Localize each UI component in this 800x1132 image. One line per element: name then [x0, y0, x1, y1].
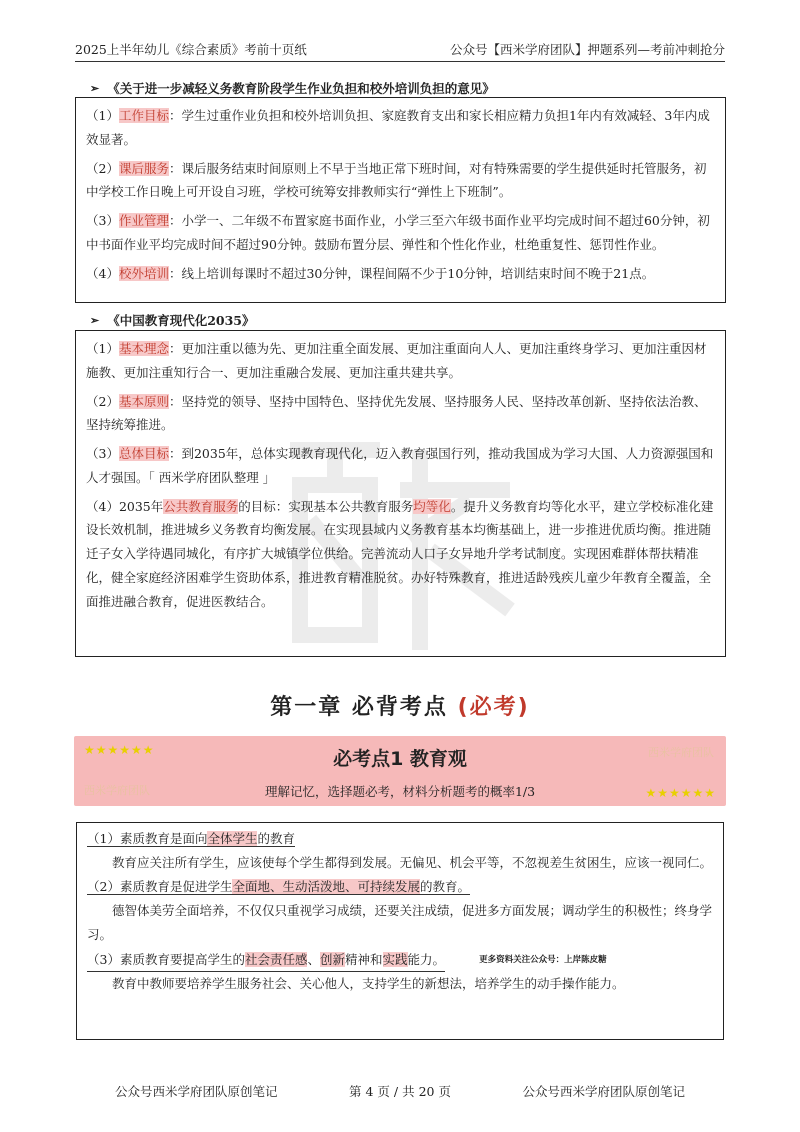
star-rating-icon: ★★★★★★	[645, 786, 716, 800]
arrow-bullet-icon: ➢	[90, 81, 100, 95]
point-body: 教育应关注所有学生，应该使每个学生都得到发展。无偏见、机会平等，不忽视差生贫困生，应该一视同仁。	[112, 854, 713, 870]
banner-watermark: 西米学府团队	[648, 746, 714, 759]
section-title-text: 《中国教育现代化2035》	[107, 313, 255, 328]
list-item: （4）2035年公共教育服务的目标：实现基本公共教育服务均等化。提升义务教育均等化水平，建立学校标准化建设长效机制，推进城乡义务教育均衡发展。在实现县域内义务教育基本均衡基础上，进一步推进优质均衡。推进随迁子女入学待遇同城化，有序扩大城镇学位供给。完善流动人口子女异地升学考试制度。实现困难群体帮扶精准化，健全家庭经济困难学生资助体系，推进教育精准脱贫。办好特殊教育，推进适龄残疾儿童少年教育全覆盖，全面推进融合教育，促进医教结合。	[86, 498, 714, 609]
list-item: （3）作业管理：小学一、二年级不布置家庭书面作业，小学三至六年级书面作业平均完成时间不超过60分钟，初中书面作业平均完成时间不超过90分钟。鼓励布置分层、弹性和个性化作业，杜绝重复性、惩罚性作业。	[86, 213, 710, 252]
header-right-title: 公众号【西米学府团队】押题系列—考前冲刺抢分	[449, 42, 725, 57]
keyword-highlight: 创新	[320, 951, 346, 967]
footer-right: 公众号西米学府团队原创笔记	[522, 1084, 685, 1099]
chapter-title: 第一章 必背考点 (必考)	[270, 695, 530, 720]
list-item: （1）基本理念：更加注重以德为先、更加注重全面发展、更加注重面向人人、更加注重终身学习、更加注重因材施教、更加注重知行合一、更加注重融合发展、更加注重共建共享。	[86, 341, 707, 380]
list-item: （4）校外培训：线上培训每课时不超过30分钟，课程间隔不少于10分钟，培训结束时间不晚于21点。	[86, 265, 655, 281]
footer-left: 公众号西米学府团队原创笔记	[115, 1084, 278, 1099]
point-title: （3）素质教育要提高学生的社会责任感、创新精神和实践能力。	[87, 948, 445, 973]
key-point-banner	[74, 736, 726, 806]
keyword-highlight: 公共教育服务	[163, 498, 239, 514]
page-footer	[115, 1082, 685, 1100]
keyword-highlight: 实践	[382, 951, 408, 967]
keyword-highlight: 总体目标	[118, 446, 169, 461]
keyword-highlight: 社会责任感	[244, 951, 308, 967]
page-number: 第 4 页 / 共 20 页	[349, 1084, 451, 1099]
list-item: （3）总体目标：到2035年，总体实现教育现代化，迈入教育强国行列，推动我国成为学习大国、人力资源强国和人才强国。「 西米学府团队整理 」	[86, 446, 714, 485]
section-title-burden-reduction	[90, 79, 495, 97]
keyword-highlight: 课后服务	[118, 160, 169, 176]
list-item	[87, 827, 713, 851]
list-item	[87, 948, 713, 973]
header-left-title: 2025上半年幼儿《综合素质》考前十页纸	[75, 42, 307, 57]
keyword-highlight: 校外培训	[118, 265, 169, 281]
education-view-box	[76, 822, 724, 1040]
page-header	[75, 40, 725, 62]
list-item	[87, 875, 713, 899]
section-title-modernization-2035	[90, 311, 255, 329]
banner-title: 必考点1 教育观	[333, 748, 467, 770]
keyword-highlight: 基本理念	[118, 341, 169, 356]
promo-note: 更多资料关注公众号：上岸陈皮糖	[479, 954, 607, 965]
keyword-highlight: 基本原则	[118, 393, 169, 409]
keyword-highlight: 全体学生	[207, 831, 258, 846]
point-title: （2）素质教育是促进学生全面地、生动活泼地、可持续发展的教育。	[87, 879, 470, 895]
star-rating-icon: ★★★★★★	[84, 743, 155, 757]
section-title-text: 《关于进一步减轻义务教育阶段学生作业负担和校外培训负担的意见》	[107, 81, 495, 96]
point-title: （1）素质教育是面向全体学生的教育	[87, 831, 295, 846]
keyword-highlight: 工作目标	[118, 108, 169, 123]
banner-watermark: 西米学府团队	[84, 784, 150, 797]
list-item: （1）工作目标：学生过重作业负担和校外培训负担、家庭教育支出和家长相应精力负担1年内有效减轻、3年内成效显著。	[86, 108, 710, 147]
chapter-tag: (必考)	[457, 695, 530, 720]
keyword-highlight: 作业管理	[118, 213, 169, 228]
banner-subtitle: 理解记忆，选择题必考，材料分析题考的概率1/3	[264, 784, 536, 799]
modernization-2035-box	[75, 330, 726, 657]
list-item: （2）课后服务：课后服务结束时间原则上不早于当地正常下班时间，对有特殊需要的学生提供延时托管服务，初中学校工作日晚上可开设自习班，学校可统筹安排教师实行“弹性上下班制”。	[86, 160, 707, 200]
burden-reduction-box	[75, 97, 726, 303]
keyword-highlight: 全面地、生动活泼地、可持续发展	[232, 879, 420, 895]
list-item: （2）基本原则：坚持党的领导、坚持中国特色、坚持优先发展、坚持服务人民、坚持改革创新、坚持依法治教、坚持统筹推进。	[86, 393, 707, 433]
keyword-highlight: 均等化	[413, 498, 451, 514]
point-body: 德智体美劳全面培养，不仅仅只重视学习成绩，还要关注成绩，促进多方面发展；调动学生的积极性；终身学习。	[87, 902, 713, 943]
arrow-bullet-icon: ➢	[90, 313, 100, 327]
point-body: 教育中教师要培养学生服务社会、关心他人，支持学生的新想法，培养学生的动手操作能力。	[112, 976, 625, 992]
